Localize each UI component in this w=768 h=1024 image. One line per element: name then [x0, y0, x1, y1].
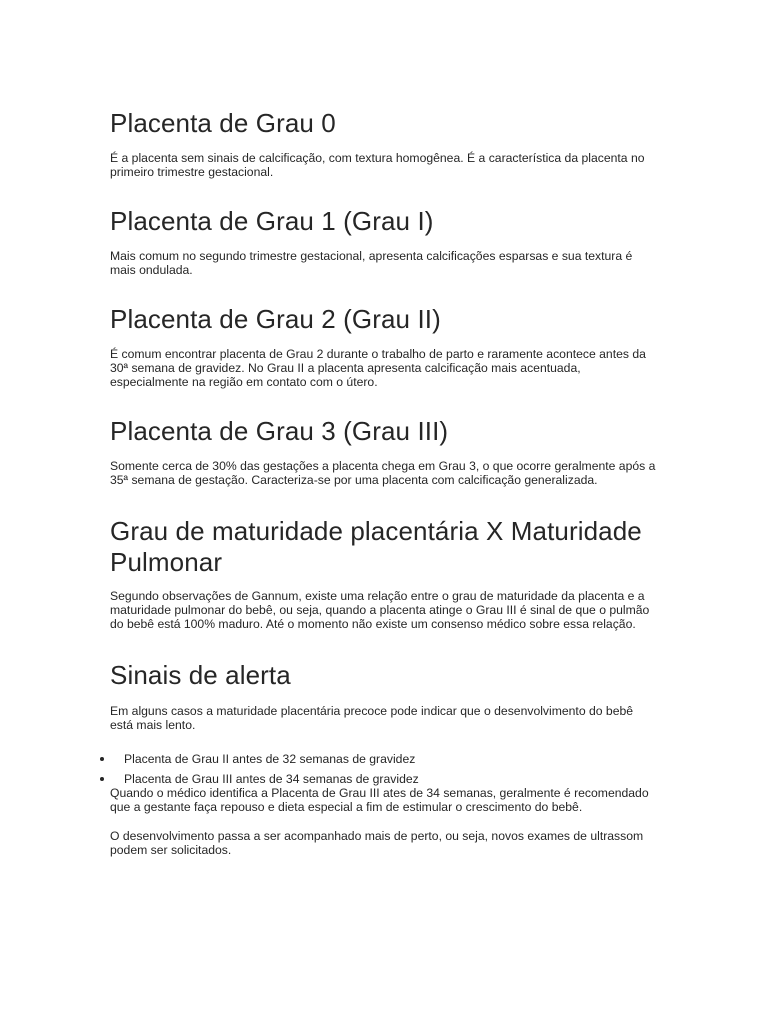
section-grau-3: [110, 416, 658, 488]
list-item-text: Placenta de Grau III antes de 34 semanas de gravidez: [124, 771, 419, 786]
section-sinais-de-alerta: [110, 660, 658, 858]
section-paragraph: Em alguns casos a maturidade placentária precoce pode indicar que o desenvolvimento do bebê está mais lento.: [110, 703, 634, 733]
paragraph-spacer: [110, 815, 658, 829]
section-maturidade-pulmonar: [110, 516, 658, 632]
document-page: [110, 108, 658, 884]
section-paragraph: Somente cerca de 30% das gestações a placenta chega em Grau 3, o que ocorre geralmente após a 35ª semana de gestação. Caracteriza-se por uma placenta com calcificação generalizada.: [110, 458, 656, 488]
list-item-text: Placenta de Grau II antes de 32 semanas de gravidez: [124, 751, 416, 766]
section-heading: Sinais de alerta: [110, 659, 291, 690]
section-heading: Placenta de Grau 1 (Grau I): [110, 205, 434, 236]
bullet-icon: [100, 777, 104, 781]
list-item: [110, 752, 658, 766]
section-heading: Placenta de Grau 0: [110, 108, 336, 138]
section-heading: Placenta de Grau 3 (Grau III): [110, 415, 449, 446]
section-grau-2: [110, 304, 658, 390]
alert-bullet-list: [110, 752, 658, 786]
section-heading: Placenta de Grau 2 (Grau II): [110, 303, 441, 334]
section-paragraph: Segundo observações de Gannum, existe uma relação entre o grau de maturidade da placenta e a maturidade pulmonar do bebê, ou seja, quando a placenta atinge o Grau III é sinal de que o pulmão do bebê está 100% maduro. Até o momento não existe um consenso médico sobre essa relação.: [110, 588, 650, 632]
section-paragraph: É a placenta sem sinais de calcificação, com textura homogênea. É a característica da placenta no primeiro trimestre gestacional.: [110, 151, 645, 180]
section-grau-1: [110, 206, 658, 278]
section-paragraph: O desenvolvimento passa a ser acompanhado mais de perto, ou seja, novos exames de ultrassom podem ser solicitados.: [110, 828, 644, 858]
section-paragraph: Mais comum no segundo trimestre gestacional, apresenta calcificações esparsas e sua textura é mais ondulada.: [110, 248, 633, 278]
section-heading: Grau de maturidade placentária X Maturidade Pulmonar: [110, 515, 642, 577]
list-item: [110, 772, 658, 786]
section-paragraph: Quando o médico identifica a Placenta de Grau III ates de 34 semanas, geralmente é recomendado que a gestante faça repouso e dieta especial a fim de estimular o crescimento do bebê.: [110, 785, 649, 815]
section-grau-0: [110, 108, 658, 180]
section-paragraph: É comum encontrar placenta de Grau 2 durante o trabalho de parto e raramente acontece antes da 30ª semana de gravidez. No Grau II a placenta apresenta calcificação mais acentuada, especialmente na região em contato com o útero.: [110, 346, 646, 390]
bullet-icon: [100, 757, 104, 761]
